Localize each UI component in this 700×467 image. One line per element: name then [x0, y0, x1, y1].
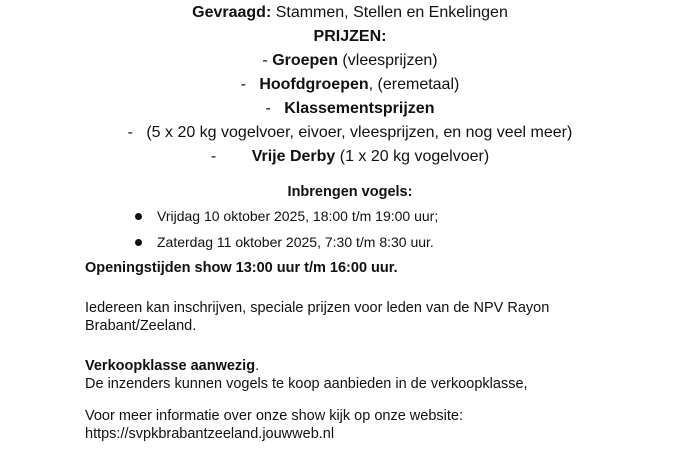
prize-name: Groepen: [272, 52, 338, 69]
inbrengen-heading: Inbrengen vogels:: [287, 184, 413, 200]
website-link[interactable]: https://svpkbrabantzeeland.jouwweb.nl: [85, 426, 335, 442]
prize-klassement: [0, 99, 700, 119]
prize-name: Vrije Derby: [251, 148, 336, 165]
gevraagd-line: [0, 3, 700, 23]
list-item-text: Zaterdag 11 oktober 2025, 7:30 t/m 8:30 uur.: [157, 234, 434, 250]
bullet-icon: [135, 213, 142, 220]
info-text: Voor meer informatie over onze show kijk op onze website:: [85, 408, 463, 424]
prize-derby: [0, 147, 700, 167]
prize-dash: -: [262, 52, 273, 69]
list-item-text: Vrijdag 10 oktober 2025, 18:00 t/m 19:00 uur;: [157, 208, 439, 224]
verkoop-text: De inzenders kunnen vogels te koop aanbieden in de verkoopklasse,: [85, 376, 528, 392]
prize-detail: (1 x 20 kg vogelvoer): [335, 148, 490, 165]
verkoop-heading-line: [85, 357, 259, 375]
openingstijden: Openingstijden show 13:00 uur t/m 16:00 uur.: [85, 260, 398, 276]
gevraagd-label: Gevraagd:: [192, 4, 272, 21]
inschrijven-line2: Brabant/Zeeland.: [85, 318, 197, 334]
prize-klassement-detail: - (5 x 20 kg vogelvoer, eivoer, vleesprijzen, en nog veel meer): [127, 124, 573, 141]
prize-detail: (vleesprijzen): [337, 52, 438, 69]
prize-name: Klassementsprijzen: [284, 100, 435, 117]
prize-detail: , (eremetaal): [368, 76, 460, 93]
prize-name: Hoofdgroepen: [259, 76, 369, 93]
prize-hoofdgroepen: [0, 75, 700, 95]
verkoop-heading-suffix: .: [255, 358, 260, 374]
gevraagd-text: Stammen, Stellen en Enkelingen: [271, 4, 508, 21]
prijzen-heading: PRIJZEN:: [313, 28, 387, 45]
website-link-line: [85, 425, 334, 443]
prize-groepen: [0, 51, 700, 71]
prize-dash: -: [240, 76, 260, 93]
prize-dash: -: [210, 148, 252, 165]
list-item: [135, 207, 438, 225]
list-item: [135, 233, 434, 251]
prize-dash: -: [265, 100, 285, 117]
inschrijven-line1: Iedereen kan inschrijven, speciale prijzen voor leden van de NPV Rayon: [85, 300, 550, 316]
verkoop-heading: Verkoopklasse aanwezig: [85, 358, 256, 374]
bullet-icon: [135, 239, 142, 246]
